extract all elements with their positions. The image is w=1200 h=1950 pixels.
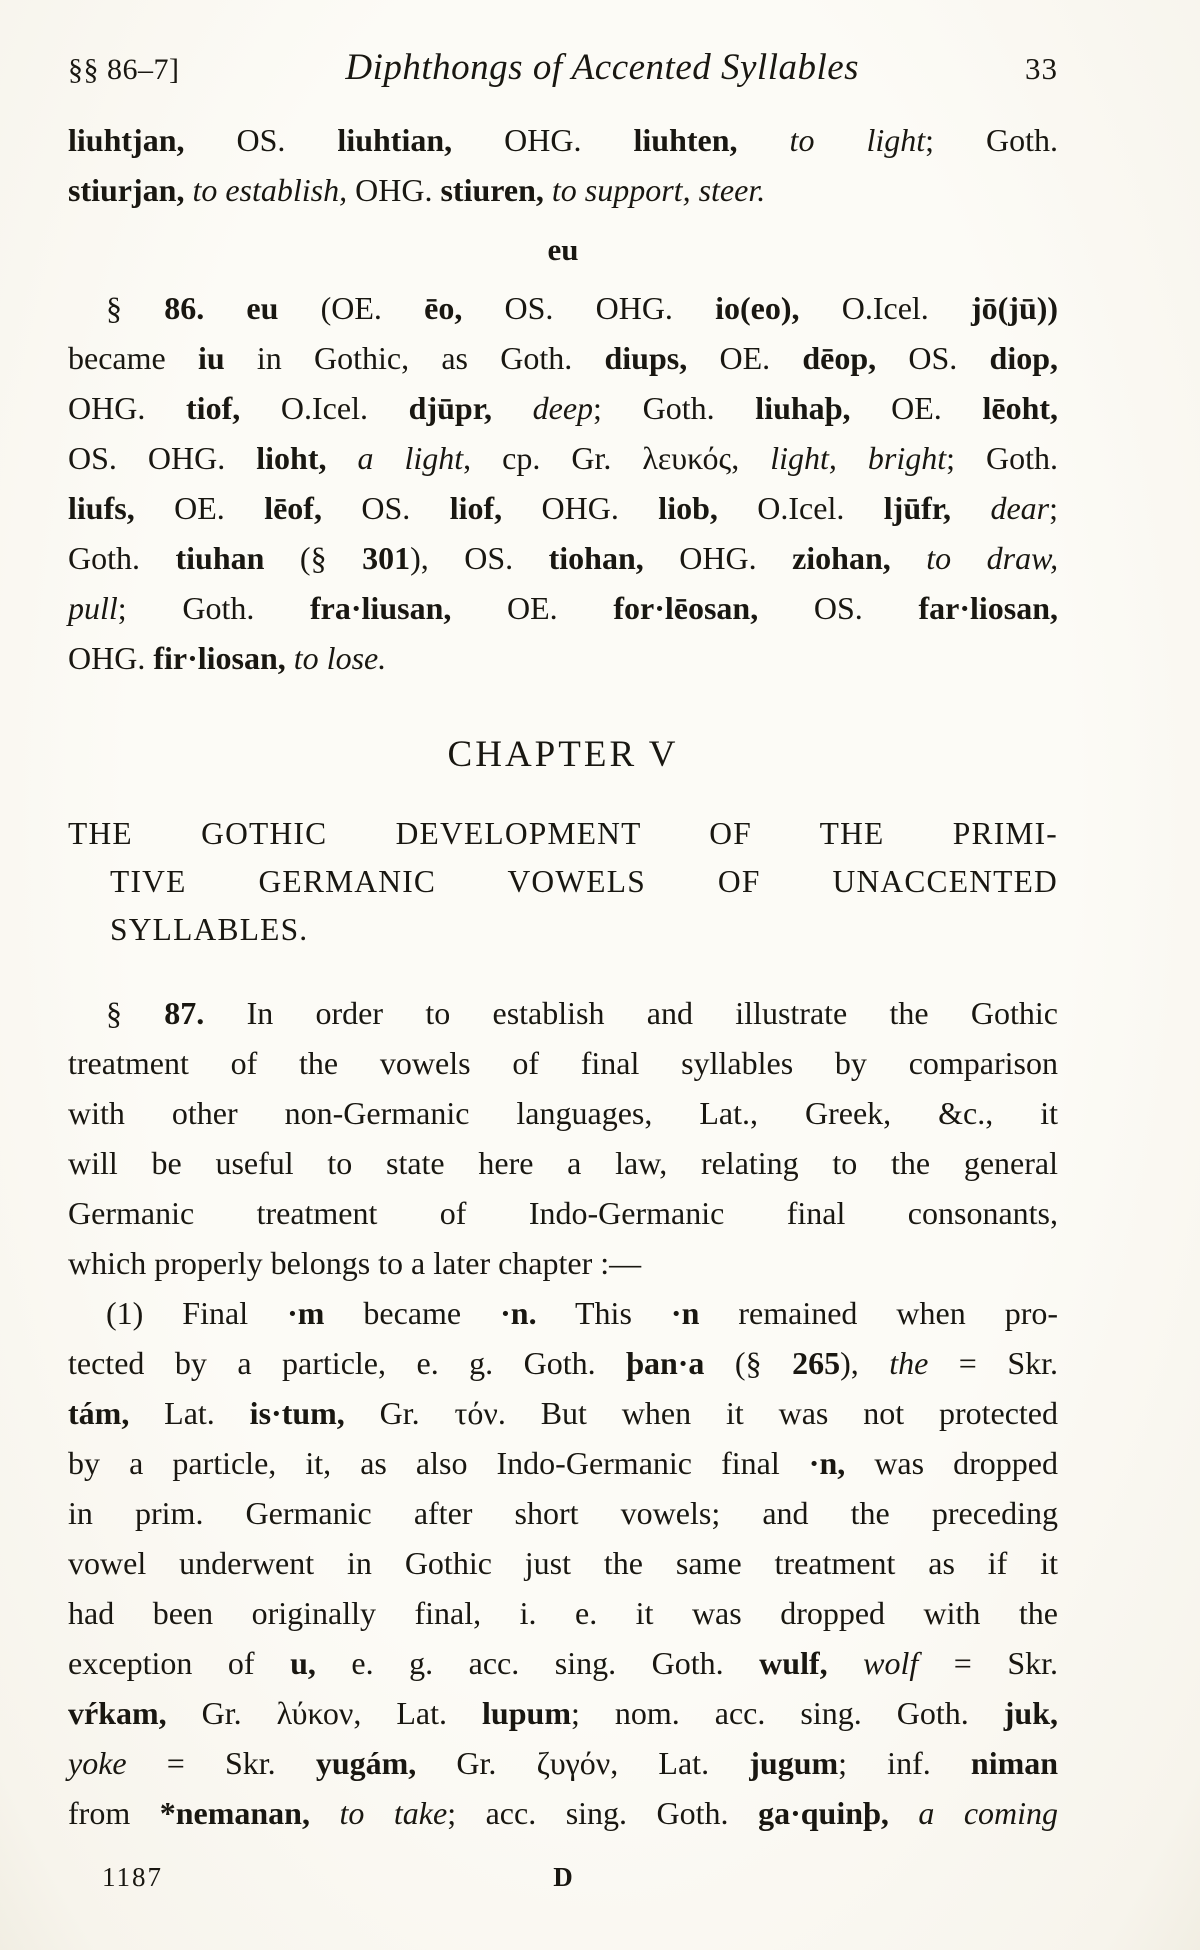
chapter-title-line: TIVE GERMANIC VOWELS OF UNACCENTED: [110, 864, 1058, 899]
text-line: [68, 1688, 1058, 1738]
text-run: for·lēosan,: [613, 590, 759, 626]
text-run: to light: [789, 122, 926, 158]
text-run: a coming: [918, 1795, 1059, 1831]
text-run: to take: [339, 1795, 448, 1831]
text-run: Gr. λύκον, Lat.: [166, 1695, 483, 1731]
text-run: fir·liosan,: [153, 640, 286, 676]
text-run: Goth.: [68, 540, 176, 576]
text-run: OS. OHG.: [68, 440, 257, 476]
chapter-title-line: SYLLABLES.: [110, 912, 309, 947]
text-run: to establish,: [192, 172, 348, 208]
text-run: vowel underwent in Gothic just the same treatment as if it: [68, 1545, 1058, 1581]
text-run: stiuren,: [440, 172, 544, 208]
text-run: §: [106, 290, 165, 326]
text-run: OS. OHG.: [462, 290, 716, 326]
text-run: 86. eu: [164, 290, 279, 326]
text-run: *nemanan,: [159, 1795, 310, 1831]
text-run: diop,: [989, 340, 1059, 376]
text-run: OHG.: [68, 640, 154, 676]
chapter-title-line: THE GOTHIC DEVELOPMENT OF THE PRIMI-: [68, 816, 1058, 851]
text-run: e. g. acc. sing. Goth.: [315, 1645, 760, 1681]
text-run: tám,: [68, 1395, 130, 1431]
text-run: to lose.: [293, 640, 387, 676]
text-run: the: [889, 1345, 929, 1381]
text-run: liuhaþ,: [755, 390, 851, 426]
text-line: [68, 433, 1058, 483]
text-run: light, bright: [770, 440, 947, 476]
text-run: jō(jū)): [970, 290, 1059, 326]
text-run: OHG.: [347, 172, 441, 208]
text-run: far·liosan,: [918, 590, 1059, 626]
text-run: in prim. Germanic after short vowels; and the preceding: [68, 1495, 1058, 1531]
text-run: yoke: [68, 1745, 127, 1781]
paragraph: [68, 1288, 1058, 1838]
text-line: [68, 1088, 1058, 1138]
text-line: [68, 115, 1058, 165]
text-run: had been originally final, i. e. it was dropped with the: [68, 1595, 1058, 1631]
text-line: [68, 1438, 1058, 1488]
paragraph: [68, 988, 1058, 1288]
text-run: OHG.: [452, 122, 634, 158]
text-run: (1) Final: [106, 1295, 288, 1331]
running-title: Diphthongs of Accented Syllables: [345, 47, 860, 88]
text-run: 265: [792, 1345, 841, 1381]
text-line: [68, 1638, 1058, 1688]
text-run: treatment of the vowels of final syllables by comparison: [68, 1045, 1058, 1081]
text-line: [68, 383, 1058, 433]
text-run: ;: [1049, 490, 1059, 526]
text-run: 301: [362, 540, 411, 576]
text-run: ; Goth.: [593, 390, 756, 426]
text-run: O.Icel.: [240, 390, 409, 426]
text-run: OHG.: [502, 490, 659, 526]
text-run: lēof,: [264, 490, 322, 526]
text-run: ·n.: [500, 1295, 537, 1331]
text-run: (§: [704, 1345, 793, 1381]
text-run: a light: [357, 440, 464, 476]
text-line: [68, 1038, 1058, 1088]
page-number: 33: [1025, 51, 1058, 86]
text-run: was dropped: [845, 1445, 1059, 1481]
text-run: OE.: [134, 490, 265, 526]
text-run: ziohan,: [792, 540, 891, 576]
text-run: OS.: [758, 590, 919, 626]
text-run: from: [68, 1795, 160, 1831]
text-run: OE.: [850, 390, 983, 426]
text-run: [828, 1645, 864, 1681]
text-line: [68, 165, 1058, 215]
text-run: OE.: [687, 340, 803, 376]
text-run: = Skr.: [126, 1745, 316, 1781]
text-run: yugám,: [315, 1745, 417, 1781]
signature-mark: D: [553, 1862, 573, 1892]
text-run: OHG.: [68, 390, 187, 426]
text-run: jugum: [749, 1745, 839, 1781]
text-run: liuhtian,: [337, 122, 453, 158]
text-run: fra·liusan,: [310, 590, 452, 626]
text-run: ·n,: [808, 1445, 846, 1481]
text-run: lioht,: [256, 440, 327, 476]
text-run: [951, 490, 990, 526]
text-run: with other non-Germanic languages, Lat., Greek, &c., it: [68, 1095, 1058, 1131]
text-run: [326, 440, 357, 476]
text-run: [891, 540, 927, 576]
text-line: [68, 988, 1058, 1038]
text-run: ), OS.: [410, 540, 549, 576]
text-run: ga·quinþ,: [758, 1795, 889, 1831]
text-run: ; Goth.: [925, 122, 1059, 158]
text-run: þan·a: [626, 1345, 705, 1381]
text-run: [492, 390, 533, 426]
text-run: stiurjan,: [68, 172, 185, 208]
text-line: [68, 1788, 1058, 1838]
text-run: to draw,: [926, 540, 1059, 576]
text-run: = Skr.: [928, 1345, 1059, 1381]
text-run: OHG.: [643, 540, 793, 576]
text-run: O.Icel.: [717, 490, 884, 526]
text-run: io(eo),: [715, 290, 800, 326]
text-run: ),: [840, 1345, 890, 1381]
text-run: OS.: [321, 490, 450, 526]
text-run: dear: [990, 490, 1050, 526]
text-run: in Gothic, as Goth.: [224, 340, 605, 376]
print-code: 1187: [102, 1862, 163, 1892]
text-run: OS.: [184, 122, 338, 158]
text-run: ; acc. sing. Goth.: [447, 1795, 759, 1831]
text-run: ·m: [287, 1295, 325, 1331]
text-run: vŕkam,: [68, 1695, 167, 1731]
text-run: Germanic treatment of Indo-Germanic final consonants,: [68, 1195, 1058, 1231]
text-run: ·n: [670, 1295, 700, 1331]
text-run: ; nom. acc. sing. Goth.: [570, 1695, 1004, 1731]
text-run: became: [68, 340, 198, 376]
paragraph: [68, 283, 1058, 683]
text-run: §: [106, 995, 165, 1031]
text-line: [68, 1538, 1058, 1588]
text-run: lupum: [482, 1695, 571, 1731]
text-run: by a particle, it, as also Indo-Germanic final: [68, 1445, 809, 1481]
text-run: OE.: [451, 590, 614, 626]
text-run: dēop,: [802, 340, 877, 376]
text-run: ; Goth.: [117, 590, 310, 626]
text-line: [68, 1288, 1058, 1338]
text-run: liuhten,: [633, 122, 738, 158]
text-run: will be useful to state here a law, relating to the general: [68, 1145, 1058, 1181]
text-line: [68, 1488, 1058, 1538]
text-line: [68, 1388, 1058, 1438]
text-run: remained when pro-: [699, 1295, 1059, 1331]
text-run: tiohan,: [548, 540, 644, 576]
content-area: [68, 115, 1058, 1838]
text-run: liufs,: [68, 490, 135, 526]
text-run: (§: [264, 540, 363, 576]
text-run: wulf,: [759, 1645, 828, 1681]
page-header: [68, 46, 1058, 89]
text-run: which properly belongs to a later chapter :—: [68, 1245, 642, 1281]
text-line: [68, 1588, 1058, 1638]
text-line: [68, 1138, 1058, 1188]
text-run: [286, 640, 294, 676]
text-run: (OE.: [278, 290, 425, 326]
text-line: [68, 533, 1058, 583]
text-line: [68, 1238, 1058, 1288]
text-run: Gr. τόν. But when it was not protected: [344, 1395, 1059, 1431]
text-run: In order to establish and illustrate the Gothic: [204, 995, 1059, 1031]
text-line: [68, 283, 1058, 333]
text-run: tiof,: [186, 390, 241, 426]
text-line: [68, 1188, 1058, 1238]
text-run: Lat.: [129, 1395, 250, 1431]
text-line: [68, 483, 1058, 533]
text-run: ljūfr,: [883, 490, 952, 526]
text-run: is·tum,: [249, 1395, 345, 1431]
text-run: liuhtjan,: [68, 122, 185, 158]
text-run: ; inf.: [838, 1745, 971, 1781]
text-run: lēoht,: [982, 390, 1059, 426]
text-run: This: [536, 1295, 671, 1331]
text-run: Gr. ζυγόν, Lat.: [416, 1745, 750, 1781]
text-line: [68, 333, 1058, 383]
text-run: tiuhan: [175, 540, 265, 576]
text-run: juk,: [1003, 1695, 1059, 1731]
text-run: niman: [970, 1745, 1059, 1781]
text-run: liob,: [658, 490, 718, 526]
text-run: iu: [197, 340, 225, 376]
paragraph: [68, 115, 1058, 215]
chapter-heading: CHAPTER V: [447, 734, 679, 775]
text-run: , cp. Gr. λευκός,: [463, 440, 771, 476]
text-run: [889, 1795, 919, 1831]
text-run: = Skr.: [918, 1645, 1059, 1681]
page-footer: [68, 1862, 1058, 1898]
text-run: [544, 172, 552, 208]
section-reference: §§ 86–7]: [68, 53, 180, 86]
text-run: 87.: [164, 995, 205, 1031]
text-line: [68, 633, 1058, 683]
text-run: OS.: [876, 340, 990, 376]
text-run: liof,: [449, 490, 503, 526]
text-run: wolf: [863, 1645, 919, 1681]
text-run: [310, 1795, 340, 1831]
text-run: to support, steer.: [551, 172, 766, 208]
text-run: [738, 122, 790, 158]
text-run: pull: [68, 590, 118, 626]
text-run: deep: [532, 390, 594, 426]
text-run: ēo,: [424, 290, 463, 326]
text-run: exception of: [68, 1645, 291, 1681]
centered-subheading: eu: [547, 232, 579, 267]
text-run: djūpr,: [408, 390, 492, 426]
text-run: diups,: [604, 340, 688, 376]
text-run: u,: [290, 1645, 316, 1681]
chapter-title: [68, 810, 1058, 954]
text-line: [68, 1738, 1058, 1788]
text-line: [68, 583, 1058, 633]
text-run: tected by a particle, e. g. Goth.: [68, 1345, 627, 1381]
text-run: ; Goth.: [946, 440, 1059, 476]
text-line: [68, 1338, 1058, 1388]
text-run: became: [324, 1295, 501, 1331]
text-run: O.Icel.: [799, 290, 971, 326]
